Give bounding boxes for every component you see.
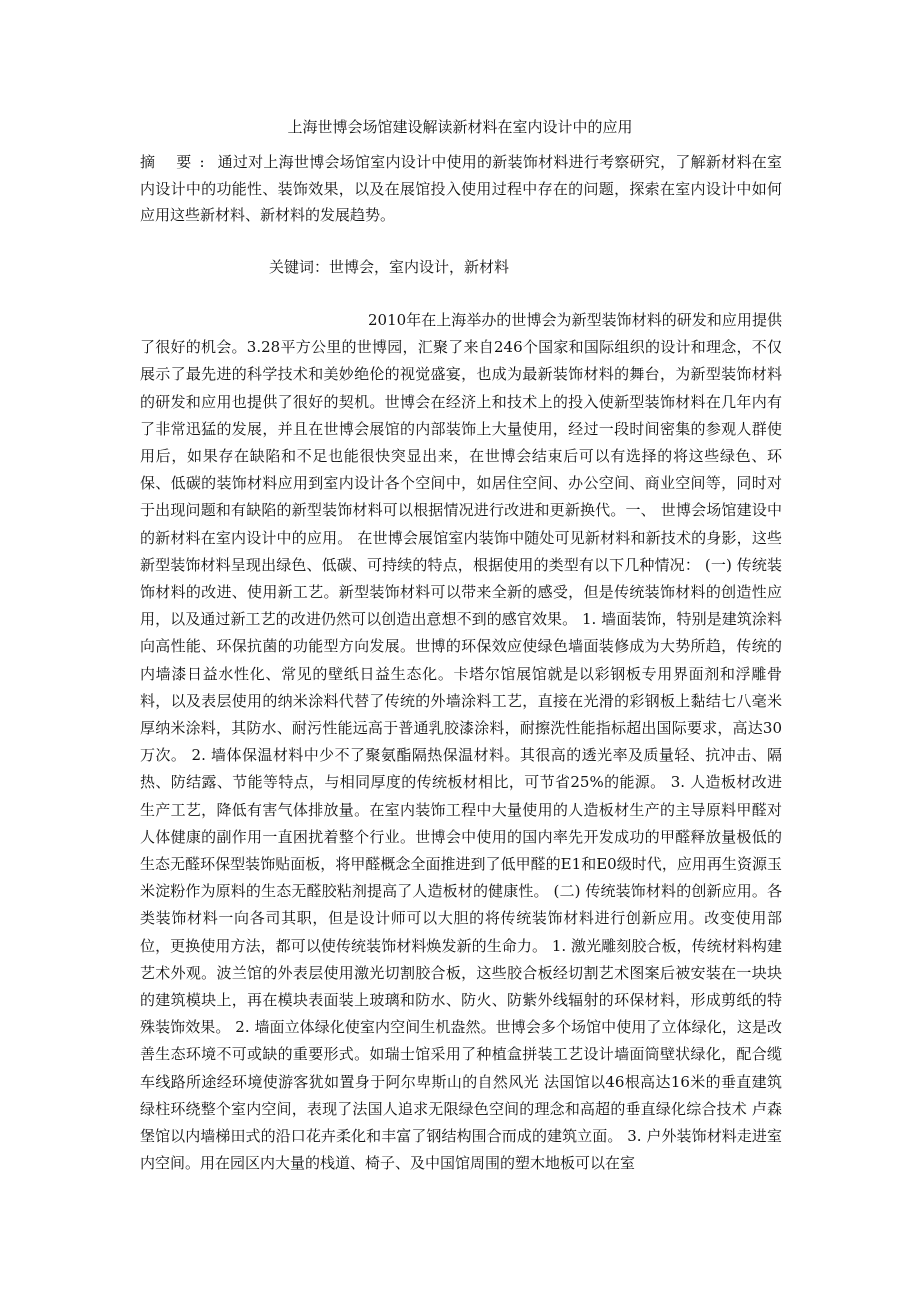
keywords-line: 关键词：世博会，室内设计，新材料 [269,258,510,276]
abstract-paragraph [140,149,782,229]
document-title: 上海世博会场馆建设解读新材料在室内设计中的应用 [287,118,633,136]
abstract-text: 通过对上海世博会场馆室内设计中使用的新装饰材料进行考察研究，了解新材料在室内设计中的功能性、装饰效果，以及在展馆投入使用过程中存在的问题，探索在室内设计中如何应用这些新材料、新材料的发展趋势。 [140,153,782,224]
body-paragraph: 2010年在上海举办的世博会为新型装饰材料的研发和应用提供了很好的机会。3.28平方公里的世博园，汇聚了来自246个国家和国际组织的设计和理念，不仅展示了最先进的科学技术和美妙绝伦的视觉盛宴，也成为最新装饰材料的舞台，为新型装饰材料的研发和应用也提供了很好的契机。世博会在经济上和技术上的投入使新型装饰材料在几年内有了非常迅猛的发展，并且在世博会展馆的内部装饰上大量使用，经过一段时间密集的参观人群使用后，如果存在缺陷和不足也能很快突显出来，在世博会结束后可以有选择的将这些绿色、环保、低碳的装饰材料应用到室内设计各个空间中，如居住空间、办公空间、商业空间等，同时对于出现问题和有缺陷的新型装饰材料可以根据情况进行改进和更新换代。一、 世博会场馆建设中的新材料在室内设计中的应用。 在世博会展馆室内装饰中随处可见新材料和新技术的身影，这些新型装饰材料呈现出绿色、低碳、可持续的特点，根据使用的类型有以下几种情况： (一) 传统装饰材料的改进、使用新工艺。新型装饰材料可以带来全新的感受，但是传统装饰材料的创造性应用，以及通过新工艺的改进仍然可以创造出意想不到的感官效果。 1. 墙面装饰，特别是建筑涂料向高性能、环保抗菌的功能型方向发展。世博的环保效应使绿色墙面装修成为大势所趋，传统的内墙漆日益水性化、常见的壁纸日益生态化。卡塔尔馆展馆就是以彩钢板专用界面剂和浮雕骨料，以及表层使用的纳米涂料代替了传统的外墙涂料工艺，直接在光滑的彩钢板上黏结七八毫米厚纳米涂料，其防水、耐污性能远高于普通乳胶漆涂料，耐擦洗性能指标超出国际要求，高达30万次。 2. 墙体保温材料中少不了聚氨酯隔热保温材料。其很高的透光率及质量轻、抗冲击、隔热、防结露、节能等特点，与相同厚度的传统板材相比，可节省25%的能源。 3. 人造板材改进生产工艺，降低有害气体排放量。在室内装饰工程中大量使用的人造板材生产的主导原料甲醛对人体健康的副作用一直困扰着整个行业。世博会中使用的国内率先开发成功的甲醛释放量极低的生态无醛环保型装饰贴面板，将甲醛概念全面推进到了低甲醛的E1和E0级时代，应用再生资源玉米淀粉作为原料的生态无醛胶粘剂提高了人造板材的健康性。 (二) 传统装饰材料的创新应用。各类装饰材料一向各司其职，但是设计师可以大胆的将传统装饰材料进行创新应用。改变使用部位，更换使用方法，都可以使传统装饰材料焕发新的生命力。 1. 激光雕刻胶合板，传统材料构建艺术外观。波兰馆的外表层使用激光切割胶合板，这些胶合板经切割艺术图案后被安装在一块块的建筑模块上，再在模块表面装上玻璃和防水、防火、防紫外线辐射的环保材料，形成剪纸的特殊装饰效果。 2. 墙面立体绿化使室内空间生机盎然。世博会多个场馆中使用了立体绿化，这是改善生态环境不可或缺的重要形式。如瑞士馆采用了种植盒拼装工艺设计墙面筒壁状绿化，配合缆车线路所途经环境使游客犹如置身于阿尔卑斯山的自然风光 法国馆以46根高达16米的垂直建筑绿柱环绕整个室内空间，表现了法国人追求无限绿色空间的理念和高超的垂直绿化综合技术 卢森堡馆以内墙梯田式的沿口花卉柔化和丰富了钢结构围合而成的建筑立面。 3. 户外装饰材料走进室内空间。用在园区内大量的栈道、椅子、及中国馆周围的塑木地板可以在室 [140,311,782,1173]
abstract-label: 摘 要: [140,153,213,171]
